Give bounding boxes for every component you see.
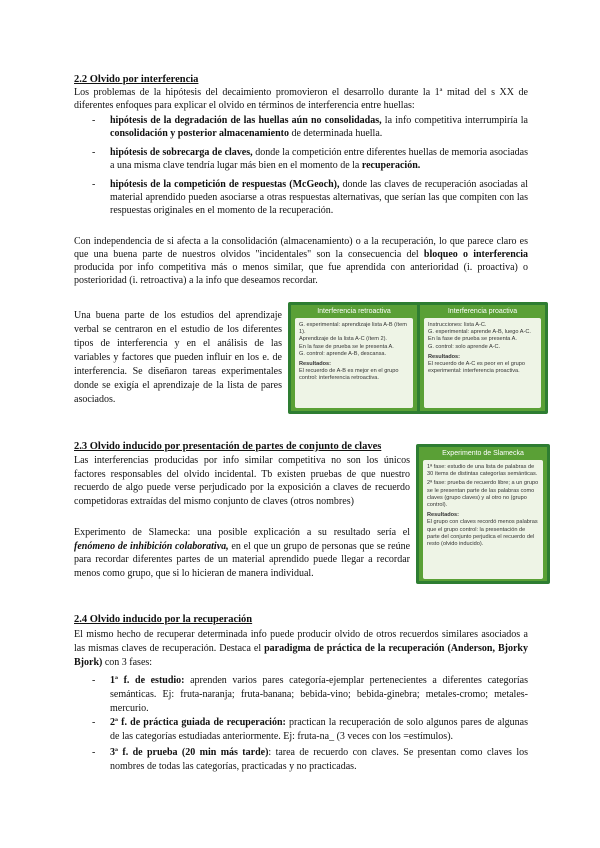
slamecka-body: 1ª fase: estudio de una lista de palabras de 30 ítems de distintas categorías semánticas. 2ª fase: prueba de recuerdo libre; a un grupo se le presentan parte de las palabras como claves (grupo claves) y al otro no (grupo control). Resultados: El grupo con claves recordó menos palabras que el grupo control: la presentación de parte del conjunto perjudica el recuerdo del resto (olvido inducido). [423, 460, 543, 579]
s23-para2: Experimento de Slamecka: una posible explicación a su resultado sería el fenómeno de inhibición colaborativa, en el que un grupo de personas que se reúne para recordar diferentes partes de un material aprendido puede llegar a recordar menos como grupo, que si lo hicieran de manera individual. [74, 527, 411, 579]
retroactive-panel [291, 305, 417, 411]
retroactive-title: Interferencia retroactiva [317, 308, 391, 315]
fase-3: - 3ª f. de prueba (20 min más tarde): tarea de recuerdo con claves. Se presentan como claves los nombres de todas las categorías, practicadas y no practicadas. [92, 747, 528, 772]
slamecka-figure [416, 444, 550, 584]
retroactive-body: G. experimental: aprendizaje lista A-B (ítem 1). Aprendizaje de la lista A-C (ítem 2). En la fase de prueba se le presenta A. G. control: aprende A-B, descansa. Resultados: El recuerdo de A-B es mejor en el grupo control: interferencia retroactiva. [295, 318, 413, 408]
section-heading-2-2: 2.2 Olvido por interferencia [74, 74, 199, 85]
s22-para3: Una buena parte de los estudios del aprendizaje verbal se centraron en el estudio de los diferentes tipos de interferencia y en el análisis de las variables y factores que pueden influir en los e. de interferencia. Se diseñaron tareas experimentales donde se exigía el aprendizaje de la lista de pares asociados. [74, 310, 282, 405]
bullet-sobrecarga: - hipótesis de sobrecarga de claves, donde la competición entre diferentes huellas de memoria asociadas a una misma clave tendría lugar más bien en el momento de la recuperación. [92, 147, 528, 171]
s23-para1: Las interferencias producidas por info similar competitiva no son los únicos factores responsables del olvido incidental. Tb existen pruebas de que nuestro recuerdo de algo puede verse perjudicado por la exposición a claves de recuerdo competidoras extraídas del mismo conjunto de claves (otros nombres) [74, 455, 410, 507]
section-heading-2-3: 2.3 Olvido inducido por presentación de partes de conjunto de claves [74, 441, 382, 452]
s22-intro: Los problemas de la hipótesis del decaimiento promovieron el desarrollo durante la 1ª mitad del s XX de diferentes enfoques para explicar el olvido en términos de interferencia entre huellas: [74, 87, 528, 111]
proactive-panel [420, 305, 545, 411]
interference-figure [288, 302, 548, 414]
proactive-body: Instrucciones: lista A-C. G. experimental: aprende A-B, luego A-C. En la fase de prueba se presenta A. G. control: solo aprende A-C. Resultados: El recuerdo de A-C es peor en el grupo experimental: interferencia proactiva. [424, 318, 541, 408]
s24-para1: El mismo hecho de recuperar determinada info puede producir olvido de otros recuerdos similares asociados a las mismas claves de recuperación. Destaca el paradigma de práctica de la recuperación (Anderson, Bjorky Bjork) con 3 fases: [74, 629, 528, 668]
section-heading-2-4: 2.4 Olvido inducido por la recuperación [74, 614, 253, 625]
s22-para2: Con independencia de si afecta a la consolidación (almacenamiento) o a la recuperación, lo que parece claro es que una buena parte de nuestros olvidos "incidentales" son la consecuencia del bloqueo o interferencia producida por info competitiva más o menos similar, que fue aprendida con anterioridad (i. proactiva) o posterioridad (i. retroactiva) a la info que deseamos recordar. [74, 236, 528, 286]
bullet-competicion: - hipótesis de la competición de respuestas (McGeoch), donde las claves de recuperación asociadas al material aprendido pueden asociarse a otras respuestas alternativas, que serían las que compiten con las respuestas originales en el momento de la recuperación. [92, 179, 528, 216]
proactive-title: Interferencia proactiva [447, 308, 518, 315]
fase-1: - 1ª f. de estudio: aprenden varios pares categoría-ejemplar pertenecientes a diferentes categorías semánticas. Ej: fruta-naranja; fruta-banana; bebida-vino; bebida-ginebra; metales-cromo; metales-mercurio. [92, 675, 528, 714]
slamecka-title: Experimento de Slamecka [442, 450, 524, 457]
bullet-degradacion: - hipótesis de la degradación de las huellas aún no consolidadas, la info competitiva interrumpiría la consolidación y posterior almacenamiento de determinada huella. [92, 115, 528, 139]
fase-2: - 2ª f. de práctica guiada de recuperación: practican la recuperación de solo algunos pares de algunas de las categorías estudiadas anteriormente. Ej: fruta-na_ (3 veces con los =estímulos). [92, 717, 528, 742]
